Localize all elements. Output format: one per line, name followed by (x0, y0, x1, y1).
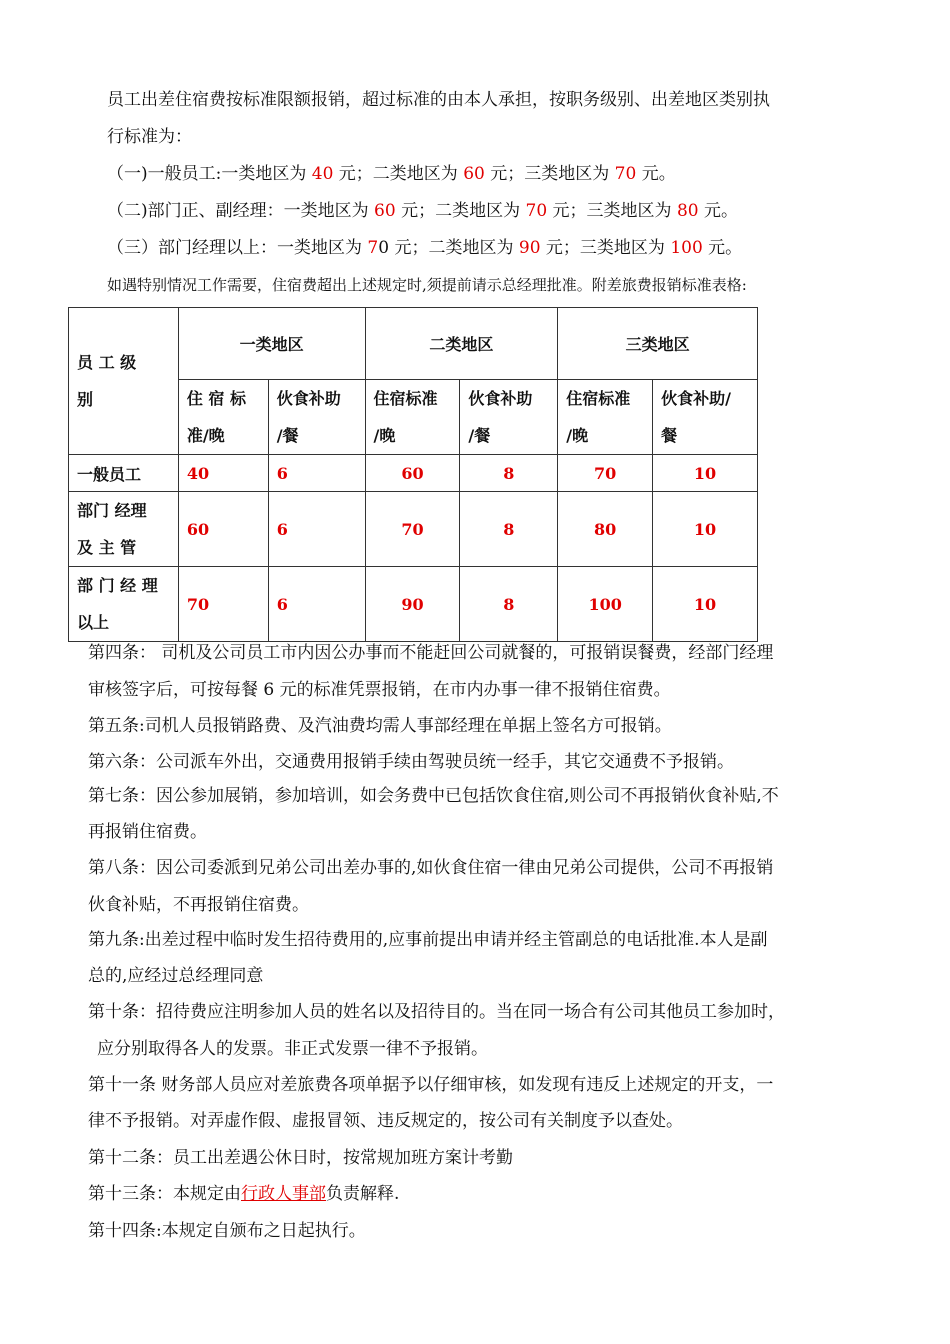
clause-9-line-1: 第九条:出差过程中临时发生招待费用的,应事前提出申请并经主管副总的电话批准.本人是副 (88, 930, 768, 950)
region-1-header: 一类地区 (178, 308, 365, 380)
sub-header-lodging: 住 宿 标 准/晚 (178, 380, 268, 455)
clause-8-line-2: 伙食补贴，不再报销住宿费。 (88, 895, 309, 915)
clause-4-line-1: 第四条： 司机及公司员工市内因公办事而不能赶回公司就餐的，可报销误餐费，经部门经理 (88, 643, 774, 663)
intro-line-1: 员工出差住宿费按标准限额报销，超过标准的由本人承担，按职务级别、出差地区类别执 (107, 90, 770, 110)
clause-7-line-2: 再报销住宿费。 (88, 822, 207, 842)
value-cell: 80 (558, 492, 653, 567)
row-label: 一般员工 (69, 455, 179, 492)
value-cell: 6 (268, 567, 365, 642)
value-cell: 70 (365, 492, 460, 567)
sub-header-lodging: 住宿标准 /晚 (365, 380, 460, 455)
table-row (69, 567, 758, 642)
clause-11-line-1: 第十一条 财务部人员应对差旅费各项单据予以仔细审核，如发现有违反上述规定的开支，一 (88, 1075, 774, 1095)
value-cell: 60 (365, 455, 460, 492)
region-3-header: 三类地区 (558, 308, 758, 380)
table-row (69, 455, 758, 492)
region-2-header: 二类地区 (365, 308, 558, 380)
value-cell: 8 (460, 567, 558, 642)
clause-5: 第五条:司机人员报销路费、及汽油费均需人事部经理在单据上签名方可报销。 (88, 716, 672, 736)
travel-standard-table (68, 307, 758, 642)
clause-10-line-1: 第十条：招待费应注明参加人员的姓名以及招待目的。当在同一场合有公司其他员工参加时， (88, 1002, 785, 1022)
level-header: 员 工 级 别 (69, 308, 179, 455)
clause-10-line-2: 应分别取得各人的发票。非正式发票一律不予报销。 (97, 1039, 488, 1059)
sub-header-meal: 伙食补助/ 餐 (653, 380, 758, 455)
clause-12: 第十二条：员工出差遇公休日时，按常规加班方案计考勤 (88, 1148, 513, 1168)
value-cell: 40 (178, 455, 268, 492)
clause-6: 第六条：公司派车外出，交通费用报销手续由驾驶员统一经手，其它交通费不予报销。 (88, 752, 734, 772)
clause-9-line-2: 总的,应经过总经理同意 (88, 966, 264, 986)
hr-department-link[interactable]: 行政人事部 (241, 1184, 326, 1204)
sub-header-lodging: 住宿标准 /晚 (558, 380, 653, 455)
row-label: 部 门 经 理 以上 (69, 567, 179, 642)
value-cell: 8 (460, 455, 558, 492)
clause-8-line-1: 第八条：因公司委派到兄弟公司出差办事的,如伙食住宿一律由兄弟公司提供，公司不再报销 (88, 858, 774, 878)
clause-7-line-1: 第七条：因公参加展销，参加培训，如会务费中已包括饮食住宿,则公司不再报销伙食补贴,不 (88, 786, 779, 806)
value-cell: 6 (268, 455, 365, 492)
value-cell: 8 (460, 492, 558, 567)
tier-above-manager: （三）部门经理以上：一类地区为 70 元；二类地区为 90 元；三类地区为 100 元。 (107, 238, 743, 258)
value-cell: 70 (178, 567, 268, 642)
value-cell: 10 (653, 492, 758, 567)
row-label: 部门 经理 及 主 管 (69, 492, 179, 567)
clause-11-line-2: 律不予报销。对弄虚作假、虚报冒领、违反规定的，按公司有关制度予以查处。 (88, 1111, 683, 1131)
value-cell: 10 (653, 567, 758, 642)
clause-4-line-2: 审核签字后，可按每餐 6 元的标准凭票报销，在市内办事一律不报销住宿费。 (88, 680, 671, 700)
value-cell: 100 (558, 567, 653, 642)
sub-header-meal: 伙食补助 /餐 (268, 380, 365, 455)
value-cell: 90 (365, 567, 460, 642)
value-cell: 10 (653, 455, 758, 492)
special-note: 如遇特别情况工作需要，住宿费超出上述规定时,须提前请示总经理批准。附差旅费报销标准表格: (107, 276, 747, 294)
sub-header-meal: 伙食补助 /餐 (460, 380, 558, 455)
value-cell: 60 (178, 492, 268, 567)
clause-13: 第十三条：本规定由行政人事部负责解释. (88, 1184, 400, 1204)
clause-14: 第十四条:本规定自颁布之日起执行。 (88, 1221, 366, 1241)
value-cell: 6 (268, 492, 365, 567)
table-row (69, 492, 758, 567)
intro-line-2: 行标准为： (107, 127, 192, 147)
value-cell: 70 (558, 455, 653, 492)
tier-dept-manager: （二)部门正、副经理：一类地区为 60 元；二类地区为 70 元；三类地区为 80 元。 (107, 201, 738, 221)
tier-general-staff: （一)一般员工:一类地区为 40 元；二类地区为 60 元；三类地区为 70 元。 (107, 164, 676, 184)
